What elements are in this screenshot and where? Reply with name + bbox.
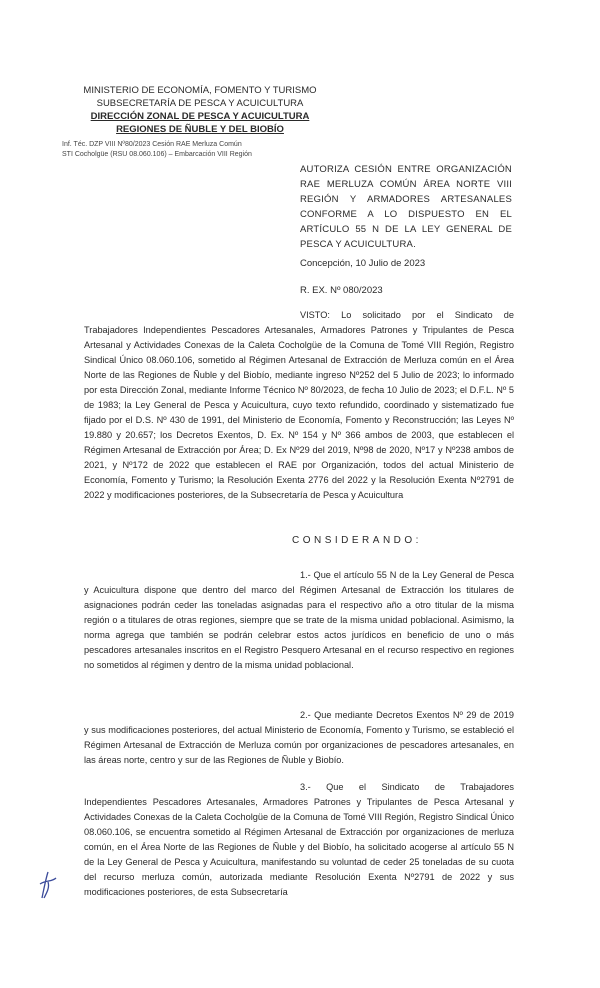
zonal-direction-name: DIRECCIÓN ZONAL DE PESCA Y ACUICULTURA: [90, 111, 310, 122]
letterhead: [60, 84, 340, 136]
visto-paragraph: VISTO: Lo solicitado por el Sindicato de Trabajadores Independientes Pescadores Artesanales, Armadores Patrones y Tripulantes de Pesca Artesanal y Actividades Conexas de la Caleta Cocholgüe de la Comuna de Tomé VIII Región, Registro Sindical Único 08.060.106, sometido al Régimen Artesanal de Extracción de Merluza común en el Área Norte de las Regiones de Ñuble y del Biobío, mediante ingreso Nº252 del 5 Julio de 2023; lo informado por esta Dirección Zonal, mediante Informe Técnico Nº 80/2023, de fecha 10 Julio de 2023; el D.F.L. Nº 5 de 1983; la Ley General de Pesca y Acuicultura, cuyo texto refundido, coordinado y sistematizado fue fijado por el D.S. Nº 430 de 1991, del Ministerio de Economía, Fomento y Reconstrucción; las Leyes Nº 19.880 y 20.657; los Decretos Exentos, D. Ex. Nº 154 y Nº 366 ambos de 2003, que establecen el Régimen Artesanal de Extracción por Área; D. Ex Nº29 del 2019, Nº98 de 2020, Nº17 y Nº238 ambos de 2021, y Nº172 de 2022 que establecen el RAE por Organización, todos del actual Ministerio de Economía, Fomento y Turismo; la Resolución Exenta 2776 del 2022 y la Resolución Exenta Nº2791 de 2022 y modificaciones posteriores, de la Subsecretaría de Pesca y Acuicultura: [84, 310, 514, 500]
place-date: Concepción, 10 Julio de 2023: [300, 258, 426, 269]
considerando-2: 2.- Que mediante Decretos Exentos Nº 29 de 2019 y sus modificaciones posteriores, del actual Ministerio de Economía, Fomento y Turismo, se estableció el Régimen Artesanal de Extracción de Merluza común por organizaciones de pescadores artesanales, en las áreas norte, centro y sur de las Regiones de Ñuble y Biobío.: [84, 710, 514, 765]
ministry-name: MINISTERIO DE ECONOMÍA, FOMENTO Y TURISMO: [83, 85, 317, 96]
reference-line-2: STI Cocholgüe (RSU 08.060.106) – Embarcación VIII Región: [62, 151, 252, 158]
subsecretary-name: SUBSECRETARÍA DE PESCA Y ACUICULTURA: [96, 98, 304, 109]
reference-block: [62, 140, 312, 160]
initials-signature-icon: [36, 868, 60, 902]
considerando-heading: CONSIDERANDO:: [292, 535, 422, 546]
resolution-title: AUTORIZA CESIÓN ENTRE ORGANIZACIÓN RAE MERLUZA COMÚN ÁREA NORTE VIII REGIÓN Y ARMADORES ARTESANALES CONFORME A LO DISPUESTO EN EL ARTÍCULO 55 N DE LA LEY GENERAL DE PESCA Y ACUICULTURA.: [300, 164, 512, 250]
reference-line-1: Inf. Téc. DZP VIII Nº80/2023 Cesión RAE Merluza Común: [62, 141, 242, 148]
considerando-3: 3.- Que el Sindicato de Trabajadores Independientes Pescadores Artesanales, Armadores Patrones y Tripulantes de Pesca Artesanal y Actividades Conexas de la Caleta Cocholgüe de la Comuna de Tomé VIII Región, Registro Sindical Único 08.060.106, se encuentra sometido al Régimen Artesanal de Extracción por organizaciones de merluza común, en el Área Norte de las Regiones de Ñuble y del Biobío, ha solicitado acogerse al artículo 55 N de la Ley General de Pesca y Acuicultura, manifestando su voluntad de ceder 25 toneladas de su cuota del recurso merluza común, autorizada mediante Resolución Exenta Nº2791 de 2022 y sus modificaciones posteriores, de esta Subsecretaría: [84, 782, 514, 897]
regions-name: REGIONES DE ÑUBLE Y DEL BIOBÍO: [116, 124, 284, 135]
resolution-number: R. EX. Nº 080/2023: [300, 285, 383, 296]
considerando-1: 1.- Que el artículo 55 N de la Ley General de Pesca y Acuicultura dispone que dentro del marco del Régimen Artesanal de Extracción los titulares de asignaciones podrán ceder las toneladas asignadas para el respectivo año a otro titular de la misma región o a titulares de otras regiones, siempre que se trate de la misma unidad poblacional. Asimismo, la norma agrega que también se podrán celebrar estos actos jurídicos en beneficio de uno o más pescadores artesanales inscritos en el Registro Pesquero Artesanal en el recurso respectivo en regiones no sometidos al régimen y dentro de la misma unidad poblacional.: [84, 570, 514, 670]
